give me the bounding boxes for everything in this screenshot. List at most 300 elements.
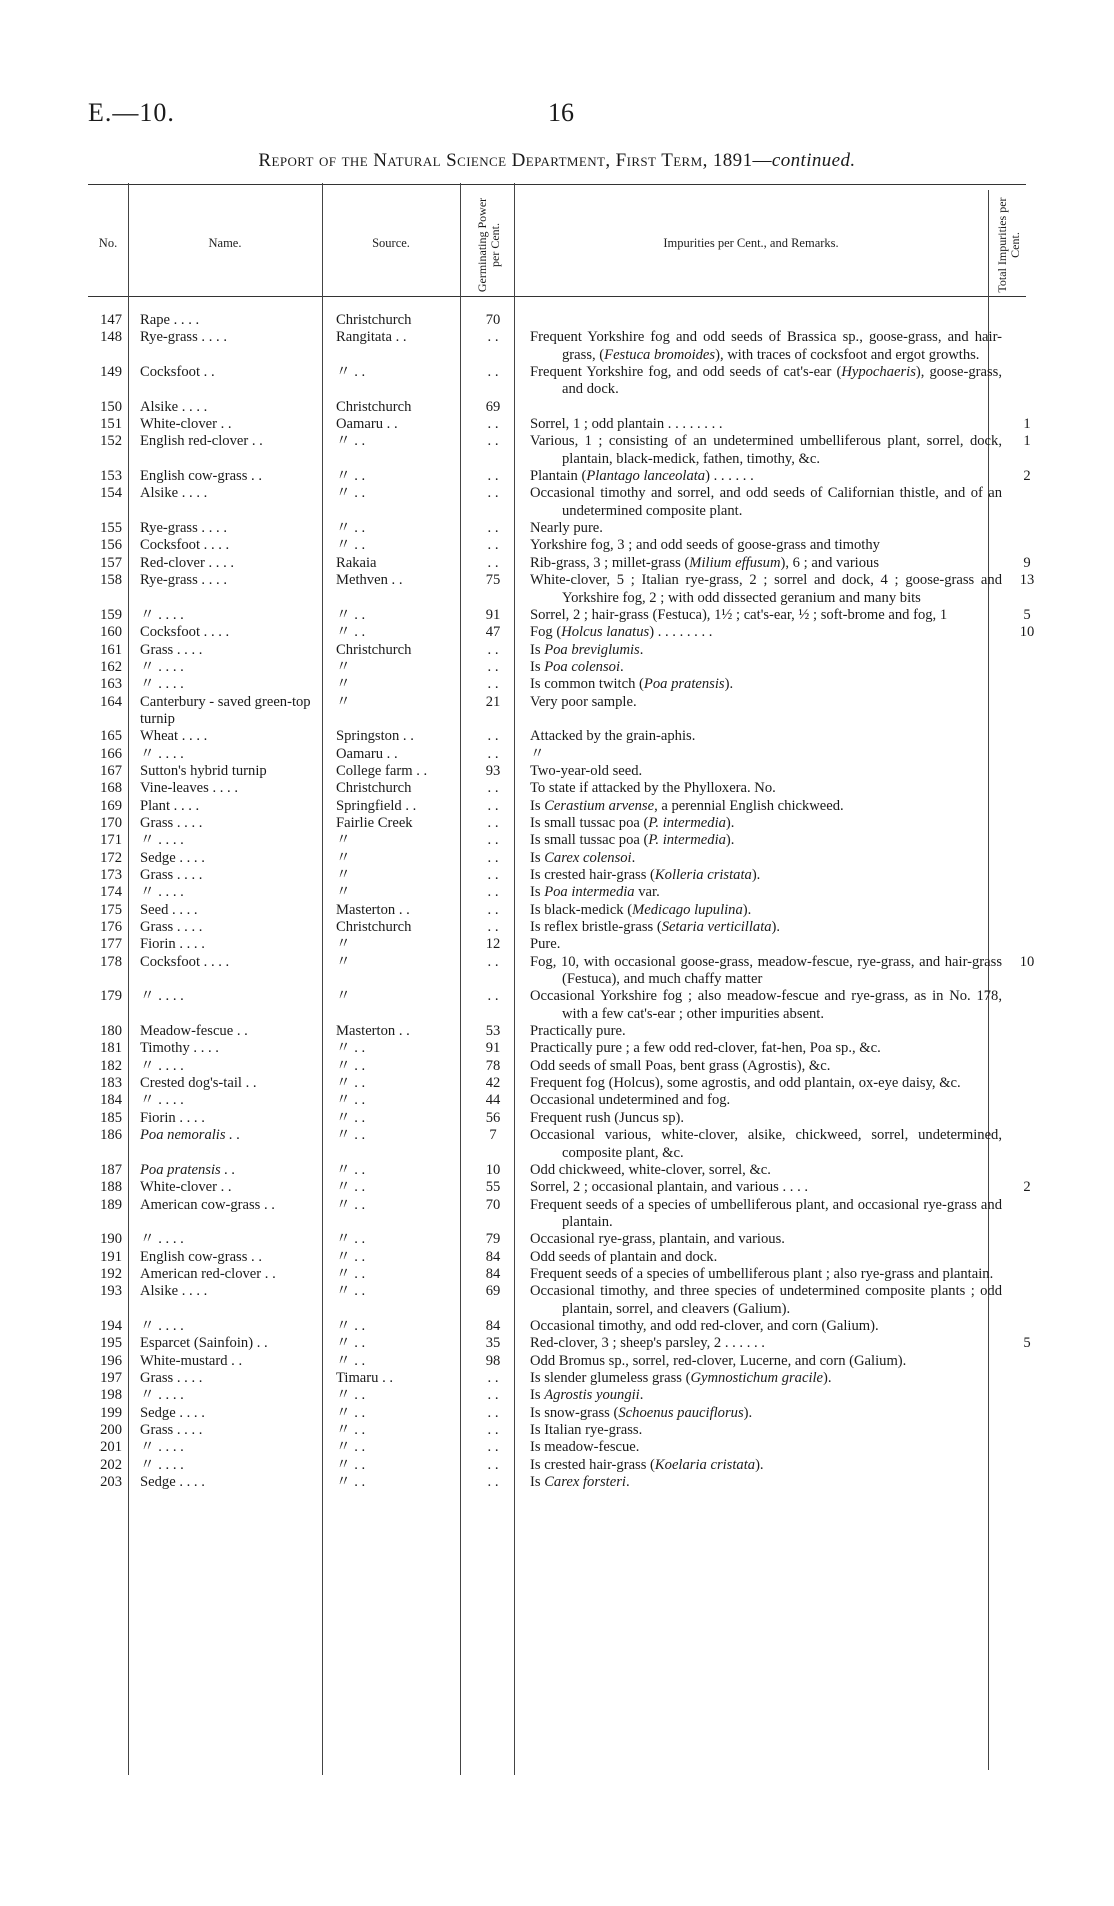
row-source: 〃 . .	[336, 1404, 366, 1421]
row-total-impurities: 2	[1023, 468, 1031, 485]
row-source: 〃	[336, 936, 351, 953]
table-row	[80, 1353, 1040, 1370]
row-germination: . .	[487, 641, 499, 658]
row-number: 158	[100, 572, 122, 589]
row-name: 〃 . . . .	[140, 1439, 184, 1456]
table-row	[80, 850, 1040, 867]
col-header-remarks: Impurities per Cent., and Remarks.	[663, 236, 839, 250]
row-remarks-text: Very poor sample.	[530, 693, 637, 710]
row-number: 172	[100, 849, 122, 866]
row-remarks-text: Odd seeds of plantain and dock.	[530, 1248, 718, 1265]
row-number: 162	[100, 658, 122, 675]
row-remarks	[522, 798, 1002, 815]
row-number: 171	[100, 832, 122, 849]
table-row	[80, 1058, 1040, 1075]
table-row	[80, 1249, 1040, 1266]
table-row	[80, 676, 1040, 693]
row-name: Wheat . . . .	[140, 728, 208, 745]
row-germination: 91	[485, 606, 501, 623]
row-germination: 84	[485, 1248, 501, 1265]
row-number: 197	[100, 1369, 122, 1386]
row-source: 〃 . .	[336, 1387, 366, 1404]
table-row	[80, 798, 1040, 815]
row-remarks	[522, 850, 1002, 867]
row-germination: 69	[485, 398, 501, 415]
table-row	[80, 1422, 1040, 1439]
row-name: Cocksfoot . . . .	[140, 624, 230, 641]
row-source: Christchurch	[336, 641, 412, 658]
row-name: Alsike . . . .	[140, 398, 208, 415]
row-name: Sedge . . . .	[140, 849, 205, 866]
row-germination: . .	[487, 416, 499, 433]
row-remarks	[522, 763, 1002, 780]
row-name: Canterbury - saved green-top turnip	[140, 693, 311, 727]
row-number: 147	[100, 312, 122, 328]
row-remarks	[522, 1092, 1002, 1109]
row-germination: 70	[485, 1196, 501, 1213]
row-source: 〃 . .	[336, 1439, 366, 1456]
row-remarks	[522, 468, 1002, 485]
row-name: Grass . . . .	[140, 1369, 203, 1386]
row-remarks	[522, 659, 1002, 676]
row-remarks-text	[530, 399, 1002, 416]
row-name: Esparcet (Sainfoin) . .	[140, 1335, 268, 1352]
row-germination: . .	[487, 1369, 499, 1386]
row-remarks-text: Occasional undetermined and fog.	[530, 1092, 731, 1109]
row-remarks-text: Red-clover, 3 ; sheep's parsley, 2 . . . . . .	[530, 1335, 765, 1352]
row-name: Poa nemoralis . .	[140, 1127, 241, 1144]
row-germination: 75	[485, 572, 501, 589]
row-remarks	[522, 312, 1002, 329]
row-number: 188	[100, 1179, 122, 1196]
row-remarks-text: Odd chickweed, white-clover, sorrel, &c.	[530, 1161, 771, 1178]
row-name: English red-clover . .	[140, 433, 263, 450]
row-remarks-text: Frequent seeds of a species of umbelliferous plant, and occasional rye-grass and plantain.	[530, 1196, 1002, 1230]
table-row	[80, 555, 1040, 572]
row-remarks-text: Is crested hair-grass (Kolleria cristata).	[530, 867, 761, 883]
row-source: 〃 . .	[336, 1040, 366, 1057]
report-title-text: Report of the Natural Science Department, First Term, 1891—	[258, 150, 772, 171]
row-total-impurities: 1	[1023, 433, 1031, 450]
row-name: English cow-grass . .	[140, 1248, 263, 1265]
row-source: 〃 . .	[336, 1196, 366, 1213]
row-remarks-text: Occasional timothy and sorrel, and odd seeds of Californian thistle, and of an undetermined composite plant.	[530, 485, 1002, 519]
row-source: 〃 . .	[336, 537, 366, 554]
table-row	[80, 1092, 1040, 1109]
row-germination: . .	[487, 485, 499, 502]
row-number: 192	[100, 1265, 122, 1282]
row-remarks-text: Is Carex colensoi.	[530, 849, 636, 866]
row-remarks-text: Occasional various, white-clover, alsike, chickweed, sorrel, undetermined, composite plant, &c.	[530, 1127, 1002, 1161]
row-remarks	[522, 694, 1002, 711]
row-number: 155	[100, 520, 122, 537]
table-row	[80, 1197, 1040, 1232]
row-remarks	[522, 624, 1002, 641]
row-remarks-text: Various, 1 ; consisting of an undetermined umbelliferous plant, sorrel, dock, plantain, black-medick, fathen, timothy, &c.	[530, 433, 1002, 467]
row-source: 〃 . .	[336, 433, 366, 450]
row-germination: . .	[487, 1474, 499, 1491]
row-germination: . .	[487, 468, 499, 485]
row-remarks-text: Practically pure.	[530, 1023, 626, 1040]
row-source: 〃 . .	[336, 1057, 366, 1074]
table-row	[80, 1283, 1040, 1318]
row-name: Plant . . . .	[140, 797, 200, 814]
table-row	[80, 624, 1040, 641]
row-total-impurities: 13	[1019, 572, 1035, 589]
row-germination: . .	[487, 364, 499, 381]
row-number: 199	[100, 1404, 122, 1421]
row-germination: . .	[487, 537, 499, 554]
row-germination: 55	[485, 1179, 501, 1196]
row-number: 156	[100, 537, 122, 554]
row-source: 〃 . .	[336, 485, 366, 502]
table-row	[80, 607, 1040, 624]
row-name: 〃 . . . .	[140, 884, 184, 901]
row-name: Poa pratensis . .	[140, 1161, 236, 1178]
row-total-impurities: 1	[1023, 416, 1031, 433]
row-source: 〃 . .	[336, 1179, 366, 1196]
row-number: 182	[100, 1057, 122, 1074]
row-remarks-text: Attacked by the grain-aphis.	[530, 728, 696, 745]
row-remarks-text: Is Cerastium arvense, a perennial English chickweed.	[530, 797, 844, 814]
report-title	[0, 150, 1114, 172]
row-germination: 93	[485, 762, 501, 779]
table-row	[80, 694, 1040, 729]
row-number: 174	[100, 884, 122, 901]
row-germination: 69	[485, 1283, 501, 1300]
table-row	[80, 468, 1040, 485]
row-source: 〃 . .	[336, 468, 366, 485]
row-germination: 44	[485, 1092, 501, 1109]
row-number: 170	[100, 814, 122, 831]
row-remarks	[522, 1249, 1002, 1266]
table-row	[80, 1179, 1040, 1196]
row-source: 〃 . .	[336, 1127, 366, 1144]
row-germination: . .	[487, 1422, 499, 1438]
row-source: College farm . .	[336, 762, 428, 779]
row-germination: 98	[485, 1352, 501, 1369]
row-remarks-text: Is reflex bristle-grass (Setaria verticillata).	[530, 919, 781, 936]
row-name: Grass . . . .	[140, 1422, 203, 1438]
row-source: 〃 . .	[336, 1422, 366, 1438]
row-number: 159	[100, 606, 122, 623]
row-total-impurities: 10	[1019, 624, 1035, 641]
row-germination: 79	[485, 1231, 501, 1248]
row-remarks-text: Is Agrostis youngii.	[530, 1387, 644, 1404]
row-germination: . .	[487, 814, 499, 831]
row-germination: 70	[485, 312, 501, 328]
row-source: 〃 . .	[336, 1456, 366, 1473]
row-remarks	[522, 364, 1002, 399]
row-remarks-text	[530, 312, 1002, 329]
row-remarks	[522, 1387, 1002, 1404]
row-source: Oamaru . .	[336, 416, 398, 433]
row-number: 164	[100, 693, 122, 710]
row-source: Rangitata . .	[336, 329, 407, 346]
row-name: White-mustard . .	[140, 1352, 243, 1369]
row-remarks-text: Occasional rye-grass, plantain, and various.	[530, 1231, 785, 1248]
row-remarks-text: Frequent rush (Juncus sp).	[530, 1109, 685, 1126]
row-total-impurities: 5	[1023, 606, 1031, 623]
row-source: 〃 . .	[336, 1317, 366, 1334]
row-name: Grass . . . .	[140, 867, 203, 883]
row-name: Grass . . . .	[140, 814, 203, 831]
row-germination: 84	[485, 1317, 501, 1334]
row-source: 〃 . .	[336, 520, 366, 537]
table-row	[80, 329, 1040, 364]
table-row	[80, 1040, 1040, 1057]
row-number: 184	[100, 1092, 122, 1109]
table-row	[80, 572, 1040, 607]
row-number: 161	[100, 641, 122, 658]
table-row	[80, 1439, 1040, 1456]
table-row	[80, 399, 1040, 416]
table-row	[80, 537, 1040, 554]
document-id: E.—10.	[88, 98, 175, 127]
table-row	[80, 364, 1040, 399]
row-remarks-text: To state if attacked by the Phylloxera. No.	[530, 780, 776, 797]
row-source: Christchurch	[336, 398, 412, 415]
row-remarks	[522, 1457, 1002, 1474]
row-remarks	[522, 1370, 1002, 1387]
row-remarks	[522, 329, 1002, 364]
row-remarks-text: Is small tussac poa (P. intermedia).	[530, 832, 735, 849]
row-remarks	[522, 485, 1002, 520]
row-source: Timaru . .	[336, 1369, 394, 1386]
row-number: 183	[100, 1075, 122, 1092]
row-source: 〃 . .	[336, 1248, 366, 1265]
row-number: 179	[100, 988, 122, 1005]
row-remarks	[522, 572, 1002, 607]
row-name: 〃 . . . .	[140, 1231, 184, 1248]
row-source: 〃 . .	[336, 1352, 366, 1369]
row-name: 〃 . . . .	[140, 1057, 184, 1074]
row-germination: . .	[487, 658, 499, 675]
row-germination: . .	[487, 884, 499, 901]
row-name: American red-clover . .	[140, 1265, 276, 1282]
row-name: White-clover . .	[140, 1179, 232, 1196]
row-remarks	[522, 902, 1002, 919]
row-remarks	[522, 676, 1002, 693]
row-name: Vine-leaves . . . .	[140, 780, 239, 797]
row-name: Rye-grass . . . .	[140, 572, 227, 589]
row-remarks	[522, 1474, 1002, 1491]
row-name: 〃 . . . .	[140, 1387, 184, 1404]
row-germination: . .	[487, 520, 499, 537]
row-number: 201	[100, 1439, 122, 1456]
row-source: 〃	[336, 849, 351, 866]
row-germination: . .	[487, 1456, 499, 1473]
row-remarks	[522, 1110, 1002, 1127]
row-remarks	[522, 1058, 1002, 1075]
row-remarks-text: Is Poa colensoi.	[530, 658, 624, 675]
row-germination: . .	[487, 901, 499, 918]
table-row	[80, 1162, 1040, 1179]
row-germination: 56	[485, 1109, 501, 1126]
table-row	[80, 1075, 1040, 1092]
row-number: 150	[100, 398, 122, 415]
row-remarks-text: Occasional timothy, and three species of undetermined composite plants ; odd plantain, sorrel, and cleavers (Galium).	[530, 1283, 1002, 1317]
row-germination: 42	[485, 1075, 501, 1092]
row-remarks	[522, 399, 1002, 416]
row-remarks	[522, 1197, 1002, 1232]
row-number: 153	[100, 468, 122, 485]
row-number: 173	[100, 867, 122, 883]
row-source: 〃	[336, 953, 351, 970]
row-remarks	[522, 919, 1002, 936]
row-remarks-text: Fog (Holcus lanatus) . . . . . . . .	[530, 624, 713, 641]
row-remarks-text: Odd Bromus sp., sorrel, red-clover, Lucerne, and corn (Galium).	[530, 1352, 907, 1369]
row-remarks	[522, 433, 1002, 468]
row-name: Crested dog's-tail . .	[140, 1075, 257, 1092]
row-remarks	[522, 746, 1002, 763]
table-row	[80, 520, 1040, 537]
row-remarks-text: Is Carex forsteri.	[530, 1474, 630, 1491]
row-source: 〃 . .	[336, 1109, 366, 1126]
row-remarks-text: Odd seeds of small Poas, bent grass (Agrostis), &c.	[530, 1057, 831, 1074]
row-remarks-text: Occasional timothy, and odd red-clover, and corn (Galium).	[530, 1317, 879, 1334]
table-row	[80, 1370, 1040, 1387]
row-total-impurities: 5	[1023, 1335, 1031, 1352]
row-germination: . .	[487, 728, 499, 745]
row-remarks	[522, 1405, 1002, 1422]
row-remarks	[522, 1162, 1002, 1179]
row-remarks	[522, 520, 1002, 537]
row-name: Rape . . . .	[140, 312, 200, 328]
row-remarks	[522, 555, 1002, 572]
row-remarks	[522, 1127, 1002, 1162]
table-row	[80, 936, 1040, 953]
row-remarks-text: Sorrel, 1 ; odd plantain . . . . . . . .	[530, 416, 723, 433]
row-germination: . .	[487, 797, 499, 814]
row-name: 〃 . . . .	[140, 1092, 184, 1109]
row-germination: . .	[487, 745, 499, 762]
row-number: 194	[100, 1317, 122, 1334]
row-germination: 91	[485, 1040, 501, 1057]
row-name: Grass . . . .	[140, 919, 203, 936]
row-name: 〃 . . . .	[140, 832, 184, 849]
row-remarks-text: Occasional Yorkshire fog ; also meadow-fescue and rye-grass, as in No. 178, with a few cat's-ear ; other impurities absent.	[530, 988, 1002, 1022]
page-number: 16	[548, 98, 574, 127]
row-number: 203	[100, 1474, 122, 1491]
row-source: 〃 . .	[336, 1283, 366, 1300]
row-remarks	[522, 1318, 1002, 1335]
row-number: 200	[100, 1422, 122, 1438]
row-number: 198	[100, 1387, 122, 1404]
row-remarks-text: Is black-medick (Medicago lupulina).	[530, 901, 752, 918]
row-remarks-text: Is slender glumeless grass (Gymnostichum gracile).	[530, 1369, 832, 1386]
row-source: Oamaru . .	[336, 745, 398, 762]
table-row	[80, 642, 1040, 659]
row-number: 149	[100, 364, 122, 381]
row-source: 〃 . .	[336, 1092, 366, 1109]
row-source: Springfield . .	[336, 797, 417, 814]
row-name: 〃 . . . .	[140, 676, 184, 693]
table-row	[80, 746, 1040, 763]
row-germination: 53	[485, 1023, 501, 1040]
col-header-germ: Germinating Power per Cent.	[475, 197, 502, 293]
row-germination: 10	[485, 1161, 501, 1178]
report-title-suffix: continued.	[771, 150, 856, 171]
row-remarks	[522, 1266, 1002, 1283]
table-row	[80, 988, 1040, 1023]
row-source: 〃	[336, 693, 351, 710]
row-germination: 7	[489, 1127, 497, 1144]
row-remarks	[522, 1335, 1002, 1352]
row-name: Alsike . . . .	[140, 485, 208, 502]
row-name: Rye-grass . . . .	[140, 520, 227, 537]
seed-table-body	[80, 312, 1040, 1491]
row-remarks-text: Is Poa breviglumis.	[530, 641, 644, 658]
table-row	[80, 485, 1040, 520]
row-remarks	[522, 1023, 1002, 1040]
row-name: Grass . . . .	[140, 641, 203, 658]
row-total-impurities: 2	[1023, 1179, 1031, 1196]
row-germination: . .	[487, 953, 499, 970]
row-name: Cocksfoot . . . .	[140, 537, 230, 554]
row-germination: . .	[487, 1404, 499, 1421]
row-number: 178	[100, 953, 122, 970]
table-header-rule	[88, 296, 1026, 297]
table-row	[80, 1231, 1040, 1248]
row-number: 177	[100, 936, 122, 953]
row-number: 168	[100, 780, 122, 797]
row-remarks-text: Is crested hair-grass (Koelaria cristata).	[530, 1456, 764, 1473]
row-remarks	[522, 1422, 1002, 1439]
table-row	[80, 1127, 1040, 1162]
table-row	[80, 1457, 1040, 1474]
row-number: 175	[100, 901, 122, 918]
row-germination: . .	[487, 1439, 499, 1456]
row-name: Sedge . . . .	[140, 1404, 205, 1421]
row-total-impurities: 10	[1019, 953, 1035, 970]
row-remarks-text: Is meadow-fescue.	[530, 1439, 640, 1456]
row-name: 〃 . . . .	[140, 658, 184, 675]
row-name: White-clover . .	[140, 416, 232, 433]
row-remarks	[522, 1179, 1002, 1196]
row-source: 〃 . .	[336, 1265, 366, 1282]
row-germination: 78	[485, 1057, 501, 1074]
row-germination: 12	[485, 936, 501, 953]
row-source: 〃 . .	[336, 1075, 366, 1092]
row-number: 166	[100, 745, 122, 762]
row-source: 〃	[336, 988, 351, 1005]
table-row	[80, 433, 1040, 468]
row-name: Meadow-fescue . .	[140, 1023, 248, 1040]
row-remarks	[522, 1283, 1002, 1318]
row-number: 193	[100, 1283, 122, 1300]
table-row	[80, 815, 1040, 832]
row-remarks	[522, 607, 1002, 624]
row-source: Christchurch	[336, 919, 412, 936]
row-remarks-text: Fog, 10, with occasional goose-grass, meadow-fescue, rye-grass, and hair-grass (Festuca), and much chaffy matter	[530, 953, 1002, 988]
row-number: 154	[100, 485, 122, 502]
row-number: 180	[100, 1023, 122, 1040]
row-name: Sutton's hybrid turnip	[140, 762, 267, 779]
table-row	[80, 884, 1040, 901]
row-remarks-text: Sorrel, 2 ; hair-grass (Festuca), 1½ ; cat's-ear, ½ ; soft-brome and fog, 1	[530, 606, 948, 623]
row-number: 152	[100, 433, 122, 450]
row-number: 176	[100, 919, 122, 936]
table-row	[80, 902, 1040, 919]
row-remarks	[522, 815, 1002, 832]
row-name: Sedge . . . .	[140, 1474, 205, 1491]
row-source: 〃	[336, 884, 351, 901]
row-remarks	[522, 954, 1002, 989]
row-germination: 21	[485, 693, 501, 710]
row-total-impurities: 9	[1023, 554, 1031, 571]
row-remarks	[522, 1040, 1002, 1057]
